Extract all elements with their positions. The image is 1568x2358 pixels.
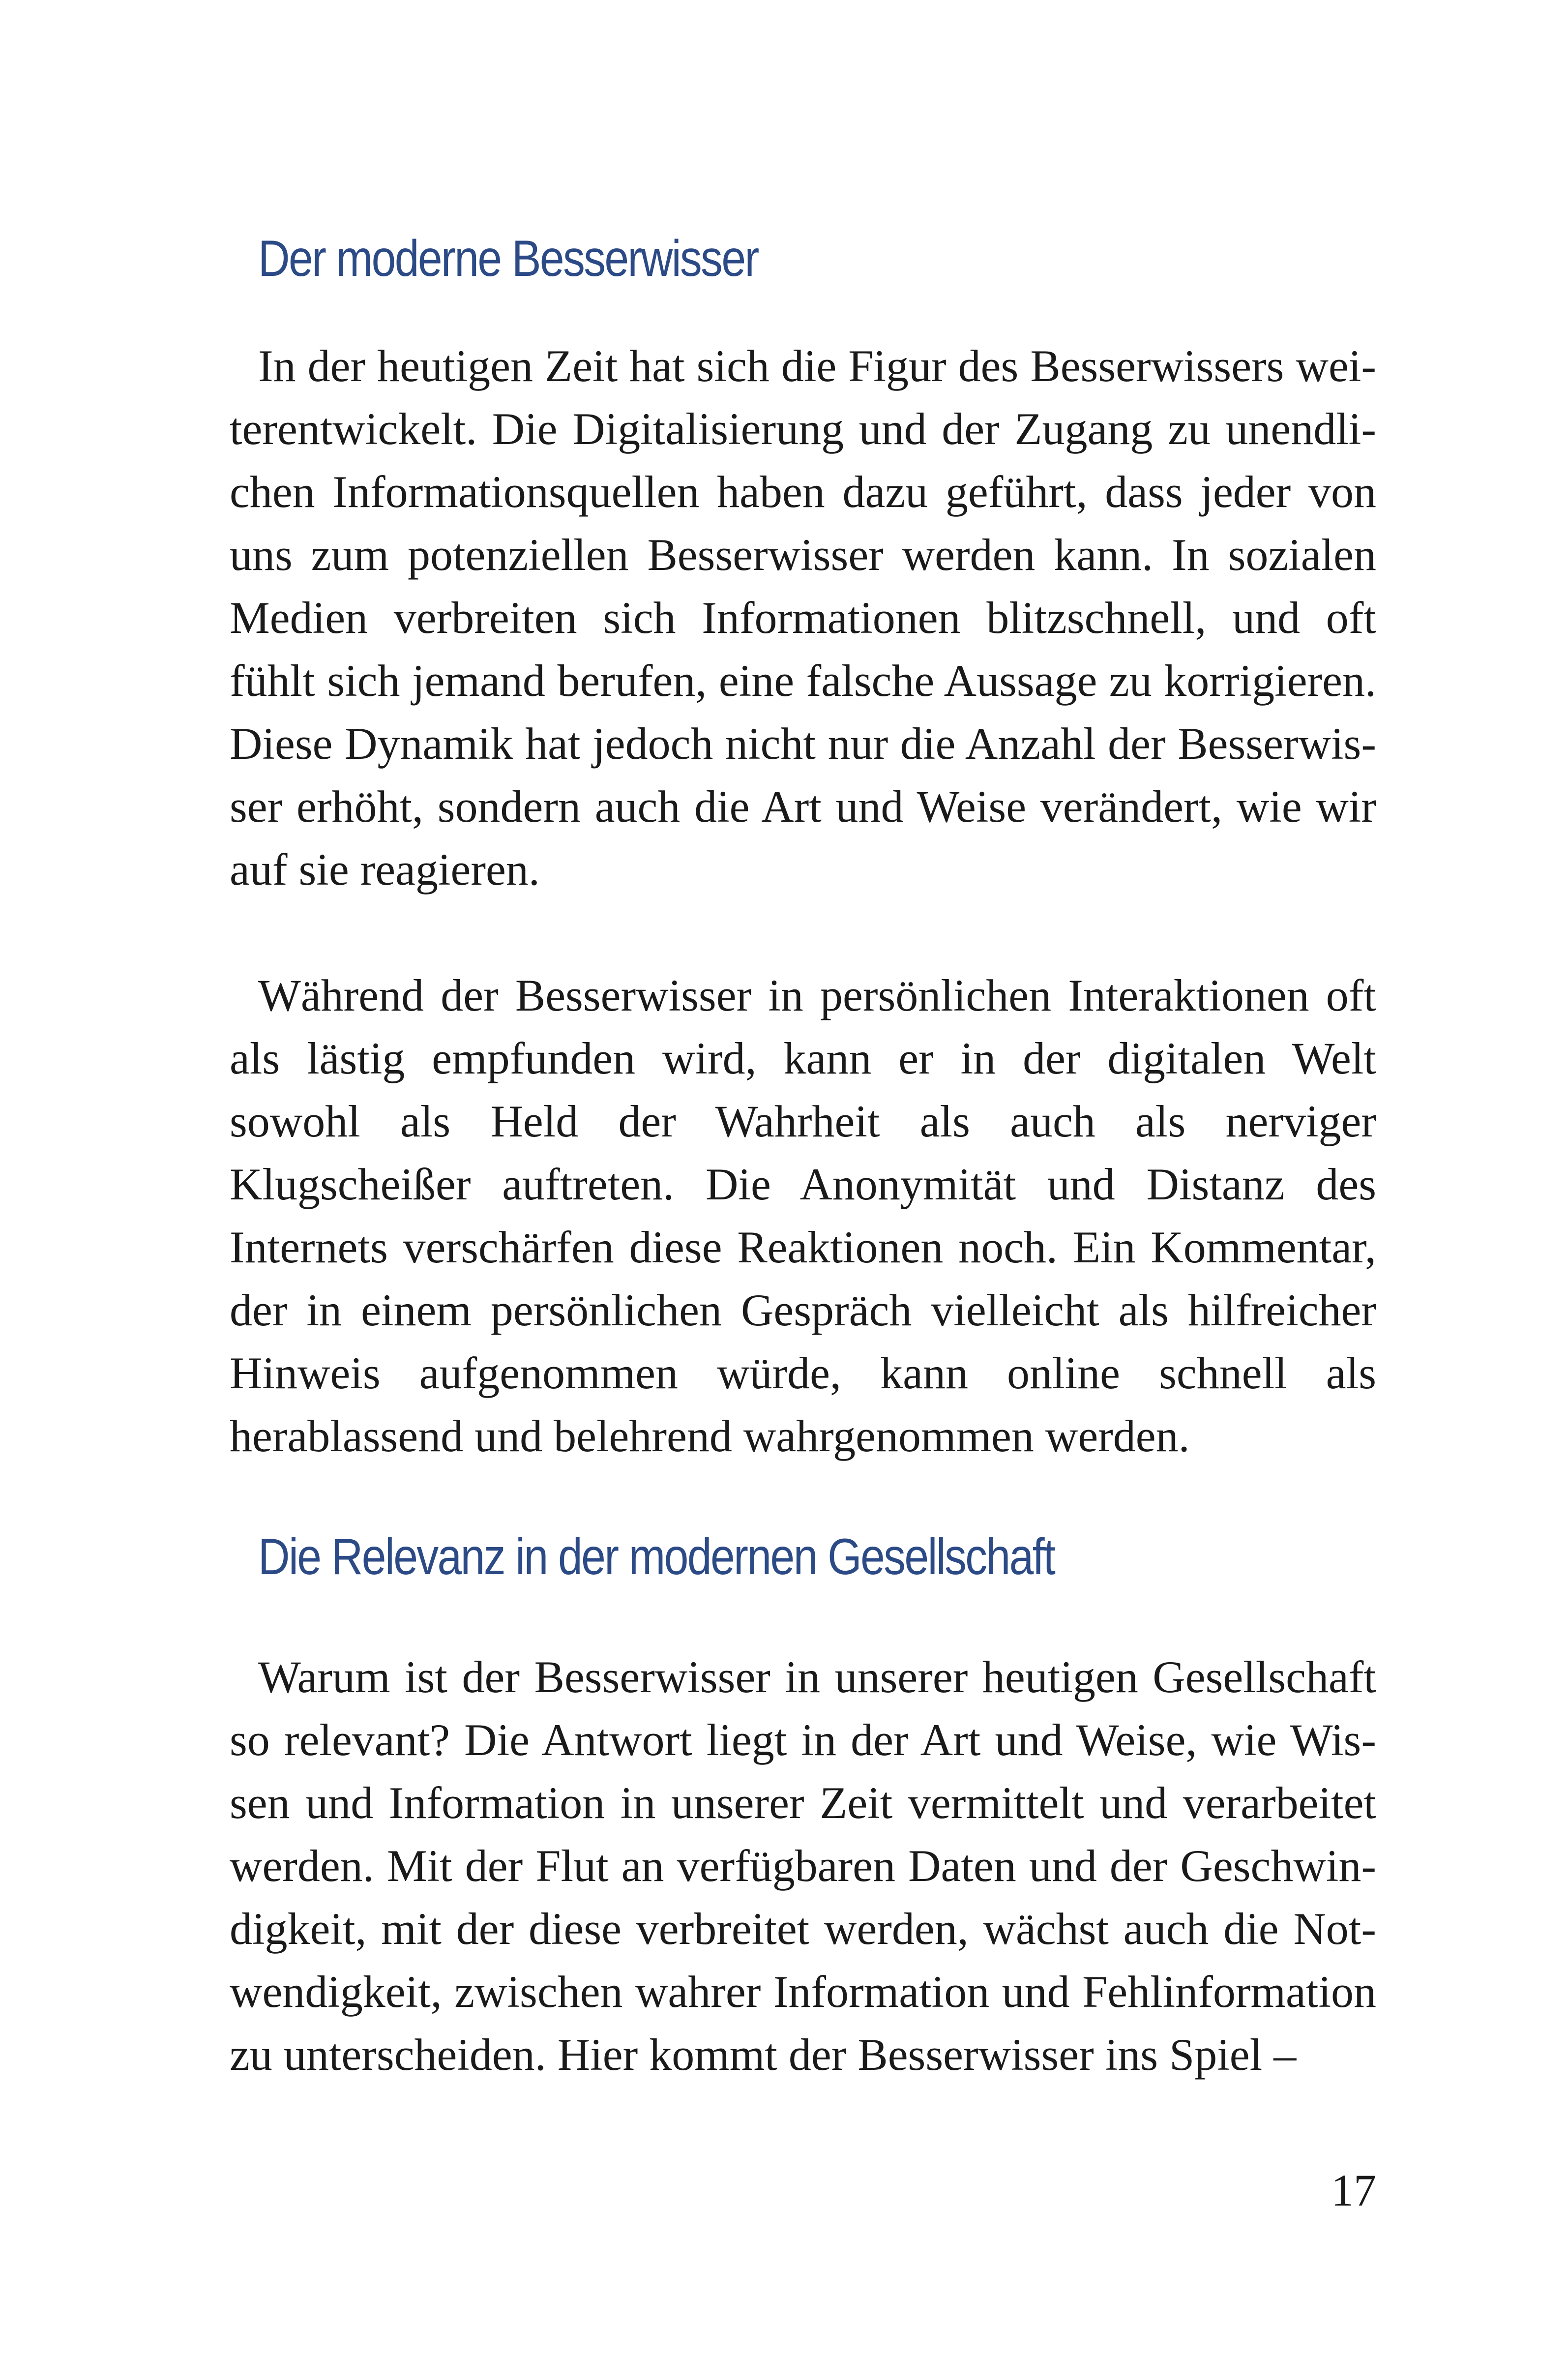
body-paragraph: Während der Besserwisser in persönlichen Interaktionen oft als lästig empfunden wird, kann er in der digitalen Welt sowohl als Held der Wahrheit als auch als nerviger Klugscheißer auftreten. Die Anonymität und Distanz des Internets verschärfen diese Reaktionen noch. Ein Kommentar, der in einem persönlichen Gespräch vielleicht als hilfreicher Hinweis aufgenommen würde, kann online schnell als herablassend und belehrend wahrgenommen werden.	[230, 970, 1376, 1461]
section-heading-relevance: Die Relevanz in der modernen Gesellschaft	[258, 1528, 1055, 1585]
body-paragraph: Warum ist der Besserwisser in unserer heutigen Gesellschaft so relevant? Die Antwort liegt in der Art und Weise, wie Wissen und Information in unserer Zeit vermittelt und verarbeitet werden. Mit der Flut an verfügbaren Daten und der Geschwindigkeit, mit der diese verbreitet werden, wächst auch die Notwendigkeit, zwischen wahrer Information und Fehlinformation zu unterscheiden. Hier kommt der Besserwisser ins Spiel –	[230, 1652, 1376, 2080]
page-number: 17	[1331, 2165, 1376, 2215]
section-heading-modern-know-it-all: Der moderne Besserwisser	[258, 230, 758, 287]
body-paragraph: In der heutigen Zeit hat sich die Figur des Besserwissers weiterentwickelt. Die Digitalisierung und der Zugang zu unendlichen Informationsquellen haben dazu geführt, dass jeder von uns zum potenziellen Besserwisser werden kann. In sozialen Medien verbreiten sich Informationen blitzschnell, und oft fühlt sich jemand berufen, eine falsche Aussage zu korrigieren. Diese Dynamik hat jedoch nicht nur die Anzahl der Besserwisser erhöht, sondern auch die Art und Weise verändert, wie wir auf sie reagieren.	[230, 341, 1376, 895]
